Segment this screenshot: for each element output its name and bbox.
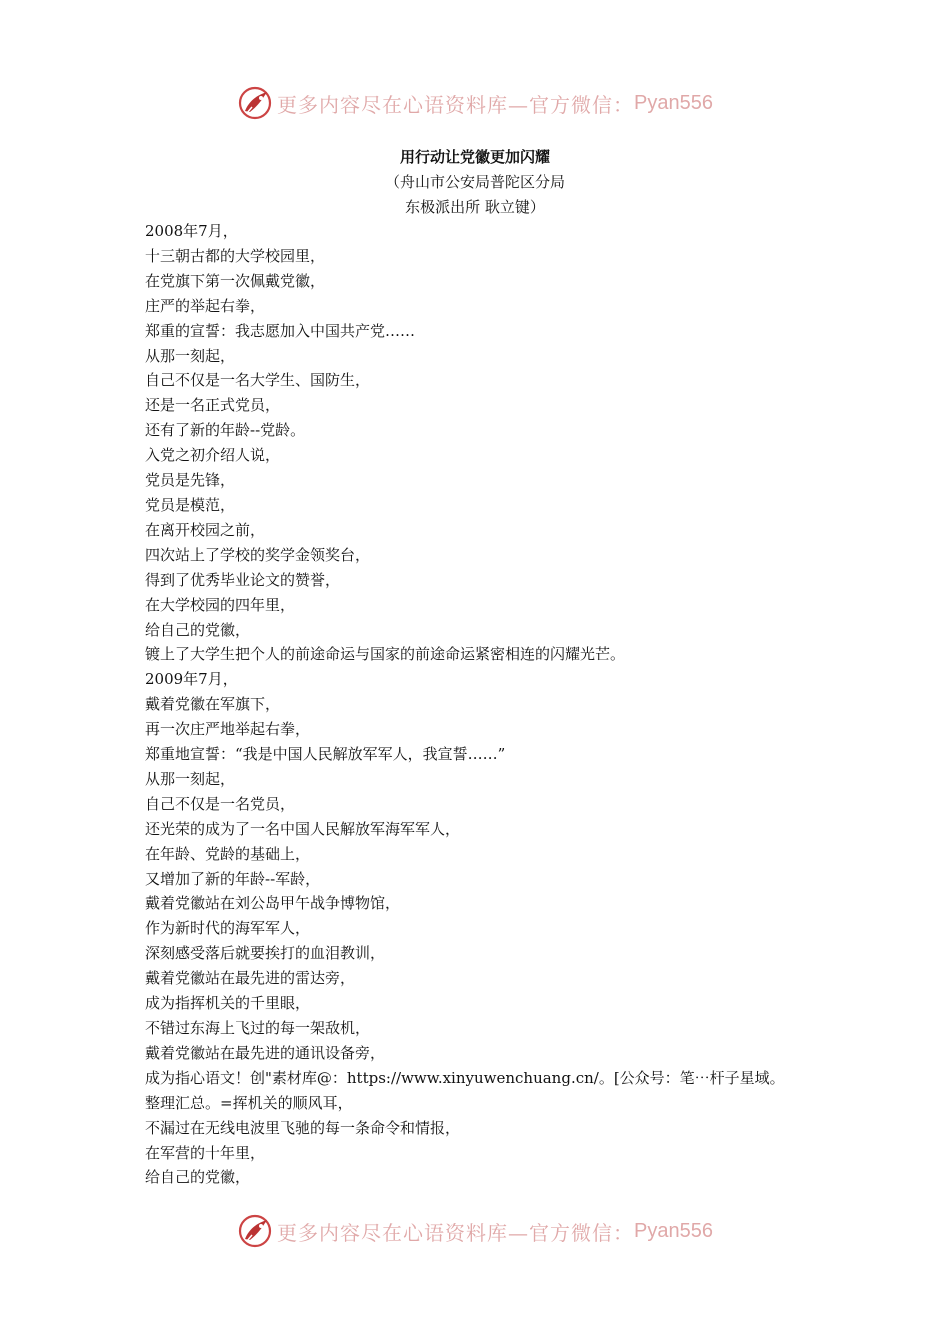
body-line: 从那一刻起， [145,769,236,788]
pen-nib-logo-icon [237,1213,273,1249]
body-line: 还有了新的年龄--党龄。 [145,421,306,440]
body-line: 成为指挥机关的千里眼， [145,994,311,1013]
body-line: 戴着党徽在军旗下， [145,695,281,714]
body-line: 郑重地宣誓：“我是中国人民解放军军人，我宣誓……” [145,745,506,764]
body-line: 戴着党徽站在最先进的雷达旁， [145,969,356,988]
banner-wechat-id: Pyan556 [634,1219,713,1242]
body-line: 庄严的举起右拳， [145,296,266,315]
body-line: 深刻感受落后就要挨打的血泪教训， [145,944,386,963]
body-line: 再一次庄严地举起右拳， [145,720,311,739]
author-line-1: （舟山市公安局普陀区分局 [384,173,565,191]
body-line: 戴着党徽站在最先进的通讯设备旁， [145,1043,386,1062]
document-title: 用行动让党徽更加闪耀 [399,148,550,166]
body-line: 还光荣的成为了一名中国人民解放军海军军人， [145,819,461,838]
body-line: 十三朝古都的大学校园里， [145,246,326,265]
body-line: 入党之初介绍人说， [145,446,281,465]
body-line: 不错过东海上飞过的每一架敌机， [145,1019,371,1037]
body-line: 不漏过在无线电波里飞驰的每一条命令和情报， [145,1118,461,1137]
body-line: 党员是模范， [145,495,236,514]
body-line: 2008年7月， [145,222,238,240]
body-line: 还是一名正式党员， [145,396,281,415]
body-line: 整理汇总。=挥机关的顺风耳， [145,1093,353,1112]
body-line: 戴着党徽站在刘公岛甲午战争博物馆， [145,894,401,913]
body-line: 给自己的党徽， [145,1168,251,1187]
author-line-2: 东极派出所 耿立键） [405,198,545,216]
body-line: 自己不仅是一名大学生、国防生， [145,371,371,390]
banner-wechat-id: Pyan556 [634,91,713,114]
body-line: 在年龄、党龄的基础上， [145,844,311,863]
body-line: 在军营的十年里， [145,1143,266,1162]
pen-nib-logo-icon [237,85,273,121]
body-line: 从那一刻起， [145,346,236,365]
body-line: 在党旗下第一次佩戴党徽， [145,271,326,290]
body-line: 在大学校园的四年里， [145,595,296,614]
body-line: 镀上了大学生把个人的前途命运与国家的前途命运紧密相连的闪耀光芒。 [145,645,626,664]
banner-text: 更多内容尽在心语资料库—官方微信： [277,1220,635,1245]
body-line: 郑重的宣誓：我志愿加入中国共产党…… [145,321,416,340]
body-line: 成为指心语文！创"素材库@：https://www.xinyuwenchuang.cn/。[公众号：笔⋯杆子星域。 [145,1068,785,1087]
body-line: 给自己的党徽， [145,620,251,639]
body-line: 党员是先锋， [145,471,236,490]
footer-watermark-banner [0,1211,950,1251]
body-line: 四次站上了学校的奖学金领奖台， [145,545,371,564]
document-body [145,219,835,1190]
body-line: 在离开校园之前， [145,520,266,539]
body-line: 又增加了新的年龄--军龄， [145,869,321,888]
body-line: 自己不仅是一名党员， [145,794,296,813]
body-line: 作为新时代的海军军人， [145,919,311,938]
header-watermark-banner [0,83,950,123]
body-line: 得到了优秀毕业论文的赞誉， [145,570,341,589]
banner-text: 更多内容尽在心语资料库—官方微信： [277,92,635,117]
body-line: 2009年7月， [145,670,238,689]
